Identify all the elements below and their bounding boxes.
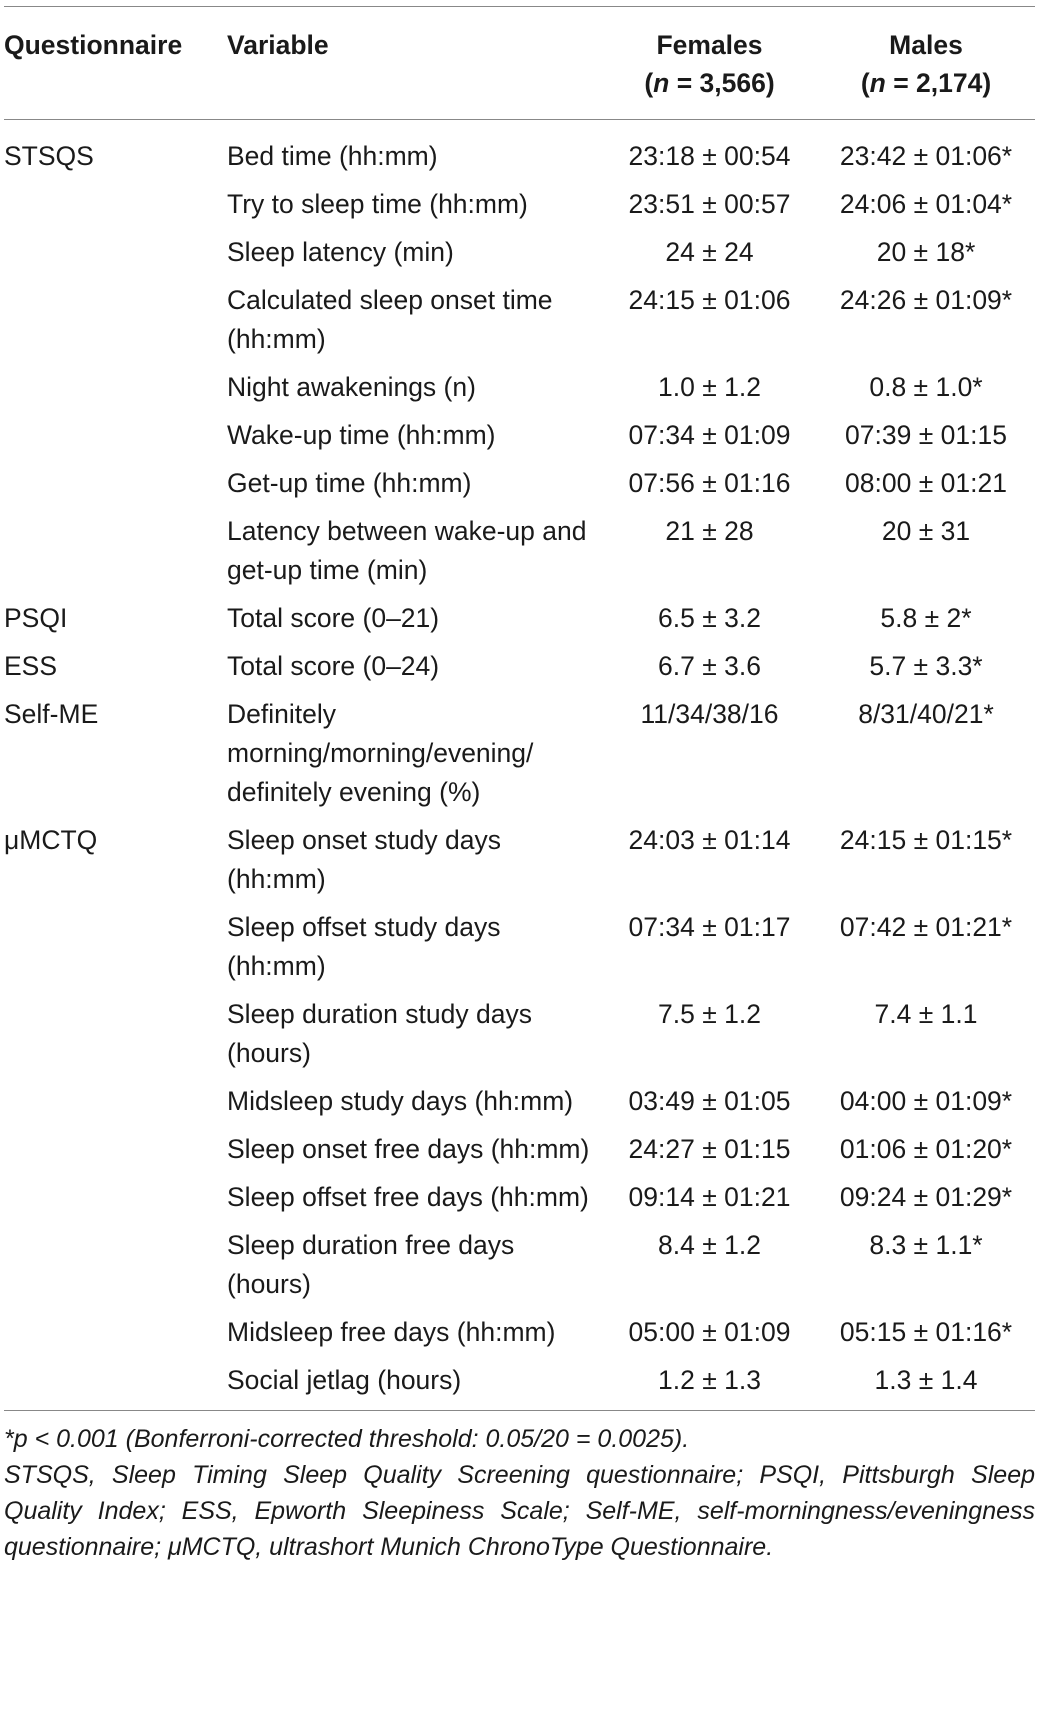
cell-variable: Calculated sleep onset time (hh:mm) [227,285,553,354]
cell-variable: Social jetlag (hours) [227,1365,462,1395]
table-row [4,185,1035,233]
cell-questionnaire [4,368,227,416]
table-row [4,821,1035,908]
cell-questionnaire [4,1082,227,1130]
cell-males: 24:26 ± 01:09* [839,285,1013,315]
table-row [4,1082,1035,1130]
table-row [4,233,1035,281]
cell-questionnaire [4,512,227,599]
cell-questionnaire [4,464,227,512]
cell-questionnaire [4,185,227,233]
header-row [4,7,1035,120]
cell-females: 09:14 ± 01:21 [628,1182,791,1212]
cell-variable: Get-up time (hh:mm) [227,468,472,498]
table-row [4,120,1035,186]
significance-note: *p < 0.001 (Bonferroni-corrected threshold: 0.05/20 = 0.0025). [4,1425,690,1453]
cell-females: 07:34 ± 01:17 [628,912,791,942]
cell-questionnaire [4,995,227,1082]
cell-males: 8/31/40/21* [858,699,994,729]
cell-males: 5.7 ± 3.3* [869,651,983,681]
table-row [4,512,1035,599]
cell-females: 05:00 ± 01:09 [628,1317,791,1347]
cell-questionnaire [4,1178,227,1226]
header-males-label: Males [889,30,963,60]
table-row [4,1361,1035,1411]
cell-males: 09:24 ± 01:29* [839,1182,1013,1212]
cell-questionnaire [4,1226,227,1313]
cell-males: 01:06 ± 01:20* [839,1134,1013,1164]
cell-questionnaire: Self-ME [4,699,99,729]
cell-males: 1.3 ± 1.4 [874,1365,978,1395]
cell-females: 23:18 ± 00:54 [628,141,791,171]
cell-variable: Sleep duration free days (hours) [227,1230,515,1299]
cell-males: 07:39 ± 01:15 [845,420,1007,450]
cell-males: 08:00 ± 01:21 [845,468,1007,498]
cell-questionnaire [4,1130,227,1178]
header-females-label: Females [656,30,763,60]
header-males [817,7,1035,120]
cell-variable: Sleep offset free days (hh:mm) [227,1182,589,1212]
header-variable: Variable [227,30,329,60]
cell-males: 07:42 ± 01:21* [839,912,1013,942]
cell-questionnaire [4,908,227,995]
cell-females: 21 ± 28 [665,516,754,546]
cell-questionnaire [4,1313,227,1361]
cell-males: 20 ± 31 [881,516,971,546]
cell-females: 24 ± 24 [665,237,754,267]
table-body [4,120,1035,1411]
cell-males: 0.8 ± 1.0* [869,372,983,402]
cell-variable: Try to sleep time (hh:mm) [227,189,528,219]
cell-females: 11/34/38/16 [640,699,779,729]
cell-variable: Sleep offset study days (hh:mm) [227,912,501,981]
table-row [4,599,1035,647]
cell-females: 07:56 ± 01:16 [628,468,791,498]
cell-questionnaire: μMCTQ [4,825,98,855]
cell-males: 05:15 ± 01:16* [839,1317,1013,1347]
cell-females: 7.5 ± 1.2 [658,999,761,1029]
header-males-n-label: n [869,68,886,98]
header-males-n-value: = 2,174) [885,68,992,98]
table-row [4,1226,1035,1313]
table-row [4,1178,1035,1226]
cell-females: 1.0 ± 1.2 [658,372,761,402]
cell-questionnaire [4,281,227,368]
table-header [4,7,1035,120]
header-females-n: (n = 3,566) [644,68,775,98]
table-row [4,995,1035,1082]
table-row [4,695,1035,821]
cell-variable: Sleep onset free days (hh:mm) [227,1134,590,1164]
cell-variable: Sleep latency (min) [227,237,454,267]
cell-variable: Definitely morning/morning/evening/ definitely evening (%) [227,699,534,807]
cell-questionnaire [4,416,227,464]
cell-males: 7.4 ± 1.1 [874,999,978,1029]
cell-males: 23:42 ± 01:06* [839,141,1013,171]
cell-females: 23:51 ± 00:57 [628,189,791,219]
cell-questionnaire [4,1361,227,1411]
header-females [602,7,817,120]
cell-females: 6.7 ± 3.6 [658,651,761,681]
cell-variable: Sleep duration study days (hours) [227,999,532,1068]
cell-females: 1.2 ± 1.3 [658,1365,761,1395]
header-females-n-label: n [653,68,670,98]
cell-questionnaire: ESS [4,651,58,681]
table-notes [4,1411,1035,1565]
table-row [4,281,1035,368]
table-row [4,416,1035,464]
cell-males: 5.8 ± 2* [880,603,972,633]
cell-variable: Night awakenings (n) [227,372,476,402]
cell-questionnaire: PSQI [4,603,68,633]
table-row [4,368,1035,416]
cell-females: 07:34 ± 01:09 [628,420,791,450]
cell-variable: Bed time (hh:mm) [227,141,438,171]
cell-questionnaire [4,233,227,281]
cell-females: 24:03 ± 01:14 [628,825,791,855]
cell-variable: Total score (0–21) [227,603,440,633]
header-questionnaire: Questionnaire [4,30,183,60]
cell-variable: Sleep onset study days (hh:mm) [227,825,502,894]
cell-males: 04:00 ± 01:09* [839,1086,1013,1116]
table-row [4,464,1035,512]
cell-females: 8.4 ± 1.2 [658,1230,761,1260]
cell-females: 6.5 ± 3.2 [658,603,761,633]
table-row [4,647,1035,695]
results-table [4,6,1035,1411]
cell-females: 03:49 ± 01:05 [628,1086,791,1116]
cell-males: 24:06 ± 01:04* [839,189,1013,219]
table-row [4,1313,1035,1361]
abbreviations-note: STSQS, Sleep Timing Sleep Quality Screening questionnaire; PSQI, Pittsburgh Sleep Quality Index; ESS, Epworth Sleepiness Scale; Self-ME, self-morningness/eveningness questionnaire; μMCTQ, ultrashort Munich ChronoType Questionnaire. [4,1461,1035,1561]
table-row [4,1130,1035,1178]
header-females-n-value: = 3,566) [669,68,775,98]
cell-females: 24:27 ± 01:15 [628,1134,791,1164]
cell-variable: Midsleep study days (hh:mm) [227,1086,574,1116]
cell-variable: Total score (0–24) [227,651,440,681]
cell-questionnaire: STSQS [4,141,94,171]
cell-males: 8.3 ± 1.1* [869,1230,983,1260]
cell-males: 20 ± 18* [876,237,976,267]
table-row [4,908,1035,995]
cell-females: 24:15 ± 01:06 [628,285,791,315]
cell-variable: Latency between wake-up and get-up time (min) [227,516,587,585]
header-males-n: (n = 2,174) [860,68,992,98]
cell-variable: Midsleep free days (hh:mm) [227,1317,556,1347]
cell-males: 24:15 ± 01:15* [839,825,1013,855]
table-container [4,0,1035,1565]
cell-variable: Wake-up time (hh:mm) [227,420,496,450]
